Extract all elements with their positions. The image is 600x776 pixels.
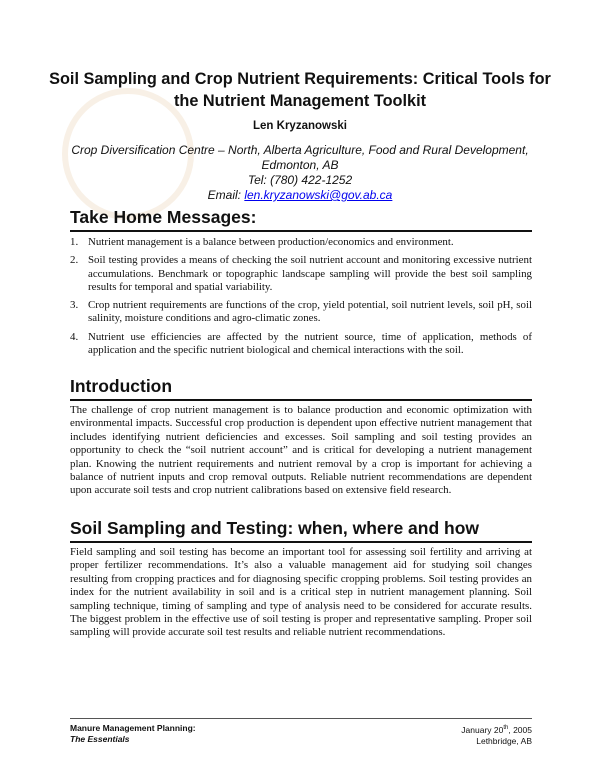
affiliation-org: Crop Diversification Centre – North, Alberta Agriculture, Food and Rural Development,: [71, 143, 529, 157]
soil-sampling-paragraph: Field sampling and soil testing has become an important tool for assessing soil fertility and arriving at proper fertilizer recommendations. It’s also a valuable management aid for studying soil changes resulting from cropping practices and for diagnosing specific cropping problems. Soil testing provides an index for the nutrient availability in soil and is a critical step in nutrient management planning. Soil sampling technique, timing of sampling and type of analysis need to be considered for accurate results. The biggest problem in the effective use of soil testing is proper and representative sampling. Proper soil sampling will provide accurate soil test results and reliable nutrient recommendations.: [70, 546, 532, 639]
item-number: 3.: [70, 299, 79, 312]
affiliation: [40, 143, 560, 203]
introduction-heading: Introduction: [70, 376, 532, 401]
email-link[interactable]: len.kryzanowski@gov.ab.ca: [244, 188, 393, 202]
footer-place: Lethbridge, AB: [476, 735, 532, 746]
take-home-heading: Take Home Messages:: [70, 207, 532, 232]
footer-series: Manure Management Planning:: [70, 723, 196, 733]
affiliation-city: Edmonton, AB: [261, 158, 339, 172]
email-label: Email:: [207, 188, 245, 202]
list-item: [70, 236, 532, 249]
introduction-paragraph: The challenge of crop nutrient management is to balance production and economic optimization with environmental impacts. Successful crop production is dependent upon effective nutrient management that includes identifying nutrient deficiencies and excesses. Soil sampling and soil testing provides an opportunity to check the “soil nutrient account” and is critical for developing a nutrient management plan. Knowing the nutrient requirements and nutrient removal by a crop is important for achieving a balance of nutrient inputs and crop removal outputs. Reliable nutrient recommendations are dependent upon accurate soil tests and crop nutrient calibrations based on extensive field research.: [70, 404, 532, 497]
list-item: [70, 299, 532, 326]
footer-subtitle: The Essentials: [70, 734, 130, 744]
item-text: Nutrient use efficiencies are affected by the nutrient source, time of application, methods of application and the specific nutrient biological and chemical interactions with the soil.: [88, 330, 532, 357]
document-title: Soil Sampling and Crop Nutrient Requirements: Critical Tools for the Nutrient Management Toolkit: [49, 70, 551, 110]
page-footer: [70, 718, 532, 747]
list-item: [70, 254, 532, 294]
footer-date-sup: th: [503, 725, 509, 731]
soil-sampling-heading: Soil Sampling and Testing: when, where and how: [70, 518, 532, 543]
list-item: [70, 331, 532, 358]
take-home-list: [70, 236, 532, 362]
footer-date: January 20: [461, 724, 504, 735]
item-text: Nutrient management is a balance between production/economics and environment.: [88, 236, 454, 248]
item-number: 1.: [70, 236, 79, 248]
item-text: Crop nutrient requirements are functions of the crop, yield potential, soil nutrient levels, soil pH, soil salinity, moisture conditions and agro-climatic zones.: [88, 299, 532, 325]
footer-year: , 2005: [508, 724, 532, 735]
item-text: Soil testing provides a means of checking the soil nutrient account and monitoring excessive nutrient accumulations. Benchmark or topographic landscape sampling will provide the best soil sampling results for temporal and spatial variability.: [88, 254, 532, 293]
affiliation-tel: Tel: (780) 422-1252: [247, 173, 353, 187]
item-number: 2.: [70, 254, 79, 267]
author: Len Kryzanowski: [253, 120, 347, 132]
item-number: 4.: [70, 330, 79, 343]
